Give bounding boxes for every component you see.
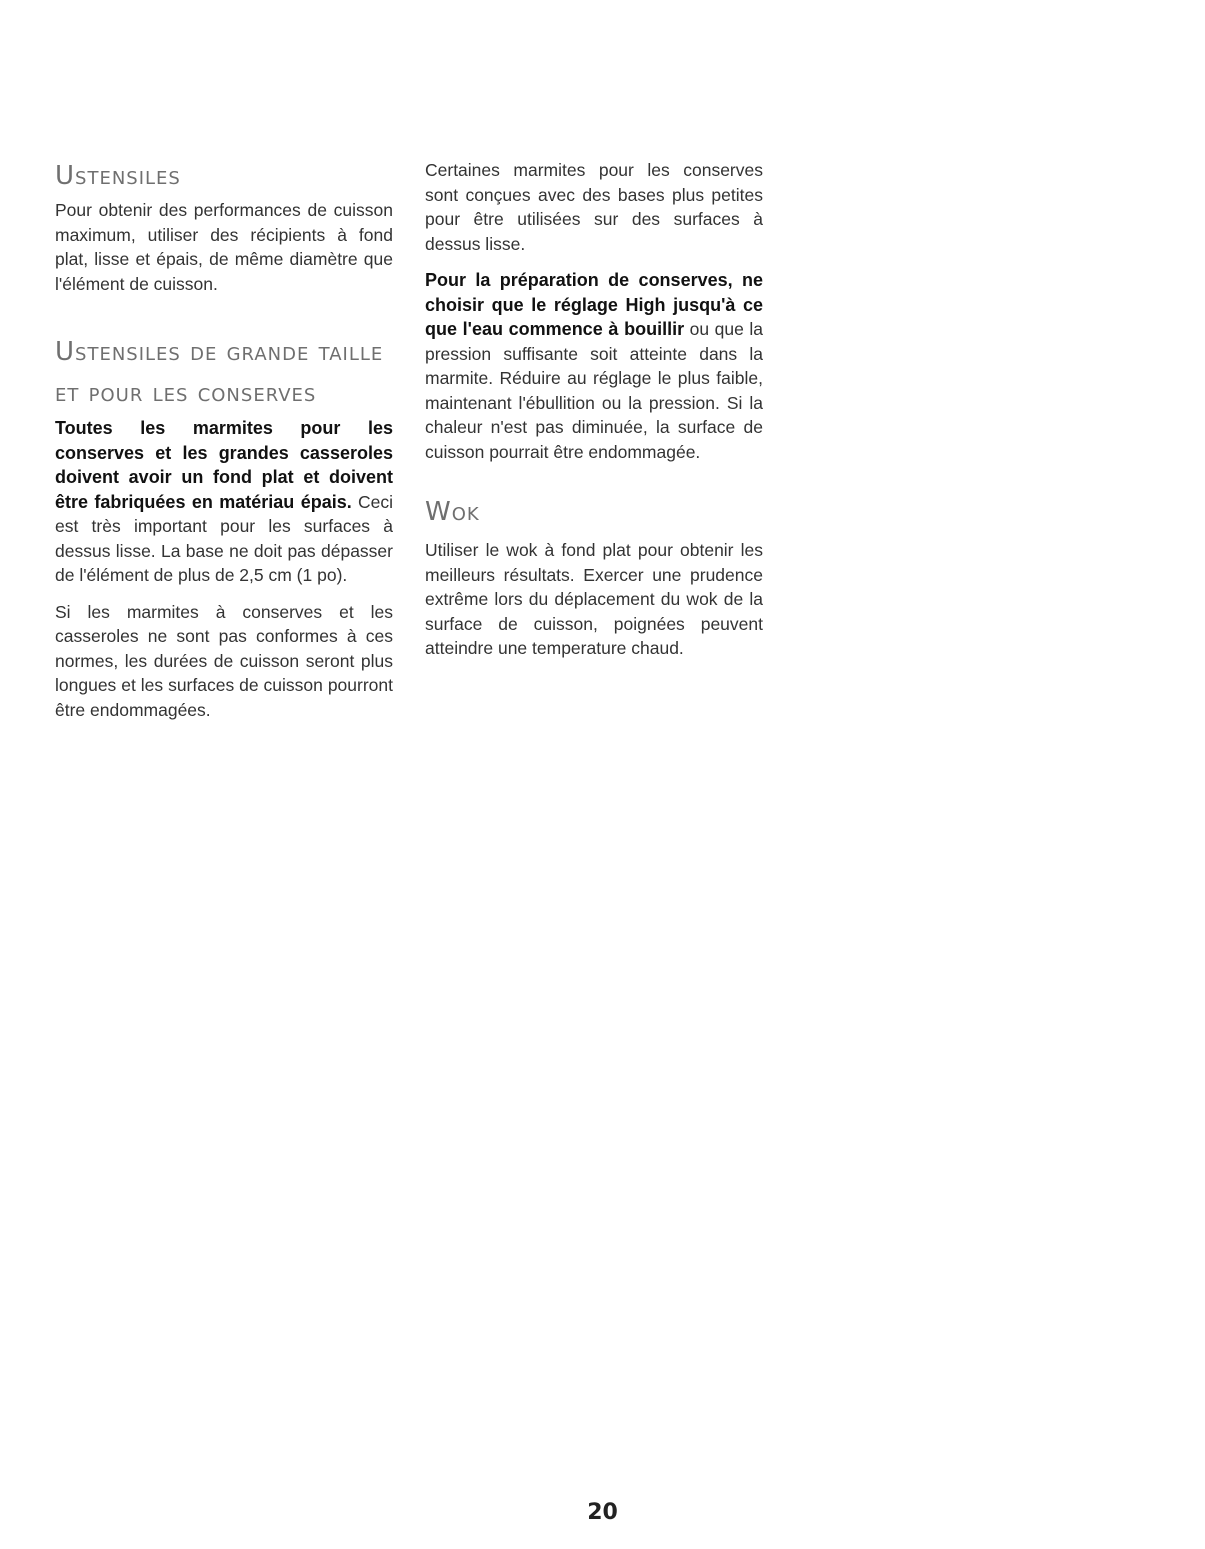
left-column: [55, 158, 393, 734]
paragraph-preparation-rest: ou que la pression suffisante soit atteinte dans la marmite. Réduire au réglage le plus faible, maintenant l'ébullition ou la pression. Si la chaleur n'est pas diminuée, la surface de cuisson pourrait être endommagée.: [425, 319, 763, 462]
heading-ustensiles-grande-taille: Ustensiles de grande taille et pour les conserves: [55, 337, 384, 408]
paragraph-marmites-rest: Ceci est très important pour les surfaces à dessus lisse. La base ne doit pas dépasser de l'élément de plus de 2,5 cm (1 po).: [55, 491, 394, 585]
right-column: [425, 158, 763, 673]
heading-ustensiles: Ustensiles: [55, 161, 181, 191]
paragraph-marmites-fond-plat: [55, 416, 393, 588]
bold-warning-reglage-high: Pour la préparation de conserves, ne choisir que le réglage High jusqu'à ce que l'eau commence à bouillir: [425, 270, 763, 339]
page-number: 20: [587, 1500, 618, 1525]
paragraph-normes: Si les marmites à conserves et les casseroles ne sont pas conformes à ces normes, les durées de cuisson seront plus longues et les surfaces de cuisson pourront être endommagées.: [55, 601, 393, 720]
paragraph-wok: Utiliser le wok à fond plat pour obtenir les meilleurs résultats. Exercer une prudence extrême lors du déplacement du wok de la surface de cuisson, poignées peuvent atteindre une temperature chaud.: [425, 540, 763, 658]
paragraph-preparation-conserves: [425, 268, 763, 464]
heading-wok: Wok: [425, 497, 480, 527]
paragraph-bases-petites: Certaines marmites pour les conserves sont conçues avec des bases plus petites pour être utilisées sur des surfaces à dessus lisse.: [425, 160, 763, 254]
bold-warning-fond-plat: Toutes les marmites pour les conserves et les grandes casseroles doivent avoir un fond plat et doivent être fabriquées en matériau épais.: [55, 418, 393, 512]
paragraph-performance: Pour obtenir des performances de cuisson maximum, utiliser des récipients à fond plat, lisse et épais, de même diamètre que l'élément de cuisson.: [55, 200, 393, 294]
